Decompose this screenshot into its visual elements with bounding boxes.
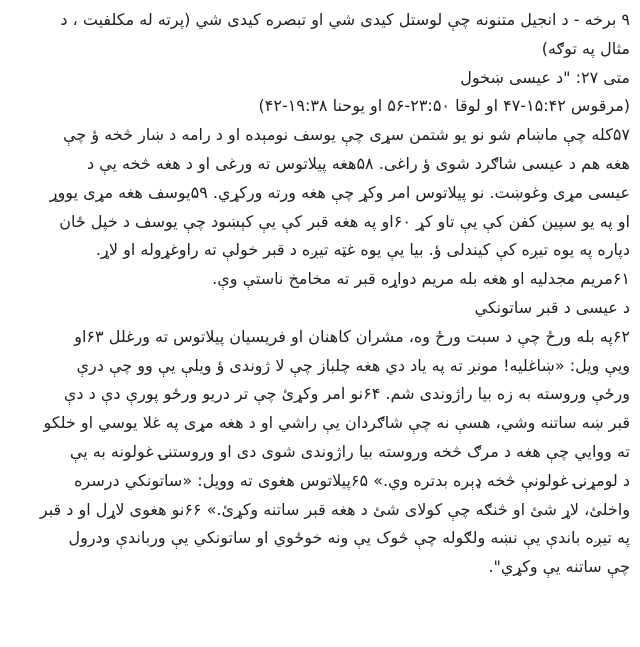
text-line: واخلئ، لاړ شئ او څنګه چې کولای شئ د هغه قبر ساتنه وکړئ.» ۶۶نو هغوی لاړل او د قبر — [39, 499, 630, 519]
text-line: ورځې وروسته به زه بیا راژوندی شم. ۶۴نو امر وکړئ چې تر دریو ورځو پورې دې د دې — [63, 384, 630, 404]
text-line: قبر ښه ساتنه وشي، هسې نه چې شاګردان یې راشي او د هغه مړی په غلا یوسي او خلکو — [43, 413, 630, 433]
text-line: او په یو سپین کفن کې یې تاو کړ ۶۰او په هغه قبر کې یې کېښود چې یوسف د خپل ځان — [59, 211, 630, 231]
text-line: په تیږه باندې یې نښه ولګوله چې څوک یې ونه خوځوي او ساتونکي یې ورباندې ودرول — [68, 528, 630, 548]
text-line: ویې ویل: «ښاغلیه! مونږ ته په یاد دي هغه چلباز چې لا ژوندی ؤ ویلې یې وو چې درې — [76, 355, 630, 375]
chapter-heading-line-2: مثال په توګه) — [541, 38, 630, 58]
text-line: ته ووایي چې هغه د مرګ څخه وروسته بیا راژوندی شوی دی او وروستنۍ غولونه به یې — [69, 441, 630, 461]
text-line: ۵۷کله چې ماښام شو نو یو شتمن سړی چې یوسف نومېده او د رامه د ښار څخه ؤ چې — [63, 125, 630, 145]
text-line: دپاره په یوه تیږه کې کیندلی ؤ. بیا یې یوه غټه تیږه د قبر خولې ته راوغړوله او لاړ. — [95, 240, 630, 260]
cross-references: (مرقوس ۱۵:۴۲-۴۷ او لوقا ۲۳:۵۰-۵۶ او یوحنا ۱۹:۳۸-۴۲) — [258, 96, 630, 116]
text-line: ۶۱مریم مجدلیه او هغه بله مریم دواړه قبر ته مخامخ ناستې وې. — [212, 269, 630, 289]
text-line: ۶۲په بله ورځ چې د سبت ورځ وه، مشران کاهنان او فریسیان پیلاتوس ته ورغلل ۶۳او — [74, 326, 630, 346]
text-line: د لومړنۍ غولونې څخه ډېره بدتره وي.» ۶۵پیلاتوس هغوی ته وویل: «ساتونکي درسره — [74, 470, 630, 490]
chapter-heading-line-1: ۹ برخه - د انجیل متنونه چې لوستل کیدی شي او تبصره کیدی شي (پرته له مکلفیت ، د — [60, 10, 630, 29]
subsection-title: د عیسی د قبر ساتونکي — [474, 297, 630, 317]
text-line: هغه هم د عیسی شاګرد شوی ؤ راغی. ۵۸هغه پیلاتوس ته ورغی او د هغه څخه یې د — [86, 153, 630, 173]
section-title: متی ۲۷: "د عیسی ښخول — [460, 67, 630, 87]
text-line: عیسی مړی وغوښت. نو پیلاتوس امر وکړ چې هغه ورته ورکړي. ۵۹یوسف هغه مړی یووړ — [49, 182, 630, 202]
text-line: چې ساتنه یې وکړي". — [488, 557, 630, 577]
